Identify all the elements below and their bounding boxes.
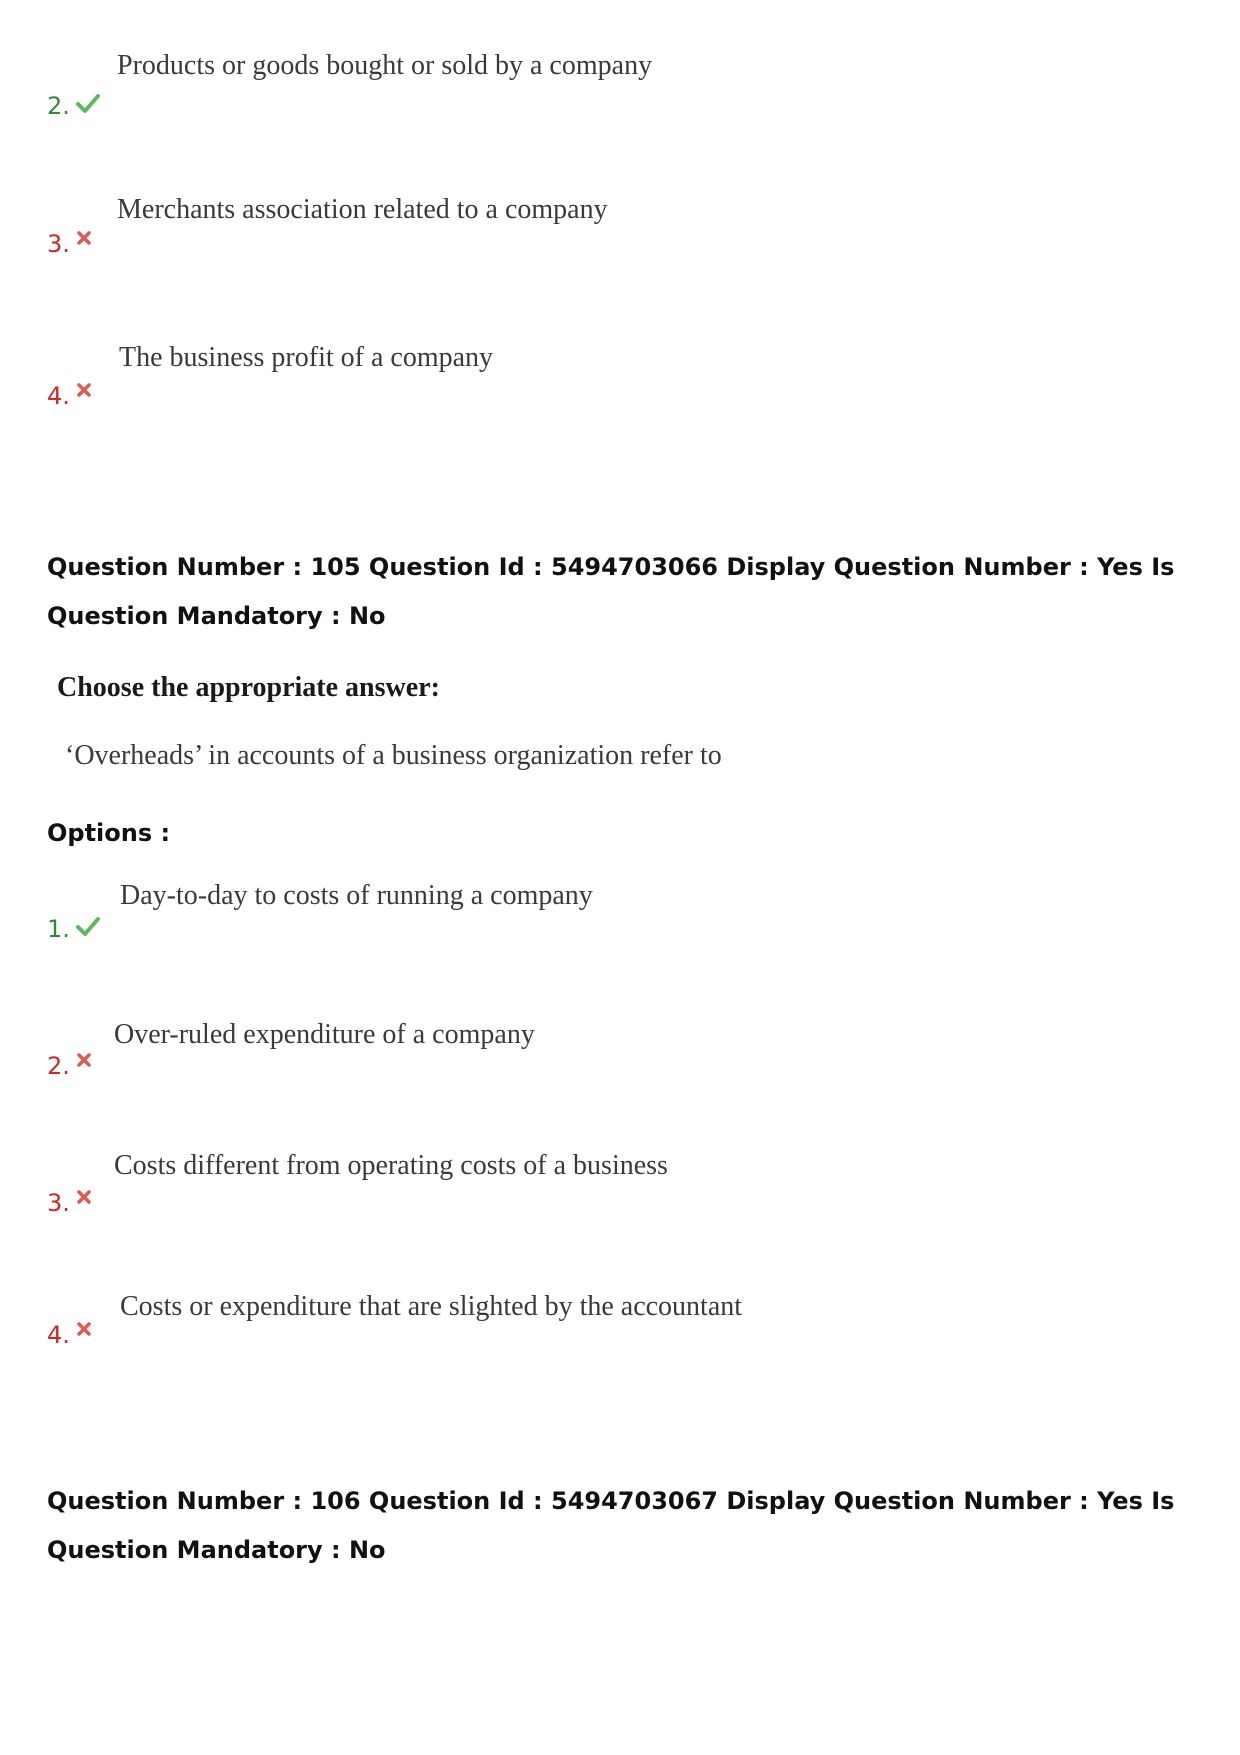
question-105-stem: ‘Overheads’ in accounts of a business organization refer to <box>65 740 722 771</box>
prev-option-2-text: Products or goods bought or sold by a company <box>117 50 653 81</box>
cross-icon <box>76 1052 92 1068</box>
prev-option-4-number: 4. <box>47 382 92 410</box>
question-105-instruction: Choose the appropriate answer: <box>57 672 440 703</box>
cross-icon <box>76 382 92 398</box>
prev-option-4-text: The business profit of a company <box>119 342 494 373</box>
option-1-text: Day-to-day to costs of running a company <box>120 880 593 911</box>
options-label: Options : <box>47 819 171 847</box>
cross-icon <box>76 1189 92 1205</box>
prev-option-3-text: Merchants association related to a company <box>117 194 608 225</box>
prev-option-3-number: 3. <box>47 230 92 258</box>
cross-icon <box>76 1321 92 1337</box>
option-3-number: 3. <box>47 1189 92 1217</box>
option-4-number: 4. <box>47 1321 92 1349</box>
check-icon <box>76 915 100 937</box>
question-105-header: Question Number : 105 Question Id : 5494703066 Display Question Number : Yes Is Question Mandatory : No <box>47 553 1175 630</box>
option-2-text: Over-ruled expenditure of a company <box>114 1019 535 1050</box>
question-106-header: Question Number : 106 Question Id : 5494703067 Display Question Number : Yes Is Question Mandatory : No <box>47 1487 1175 1564</box>
prev-option-2-number: 2. <box>47 92 100 120</box>
cross-icon <box>76 230 92 246</box>
check-icon <box>76 92 100 114</box>
option-1-number: 1. <box>47 915 100 943</box>
option-2-number: 2. <box>47 1052 92 1080</box>
option-3-text: Costs different from operating costs of a business <box>114 1150 668 1181</box>
option-4-text: Costs or expenditure that are slighted by the accountant <box>120 1291 743 1322</box>
